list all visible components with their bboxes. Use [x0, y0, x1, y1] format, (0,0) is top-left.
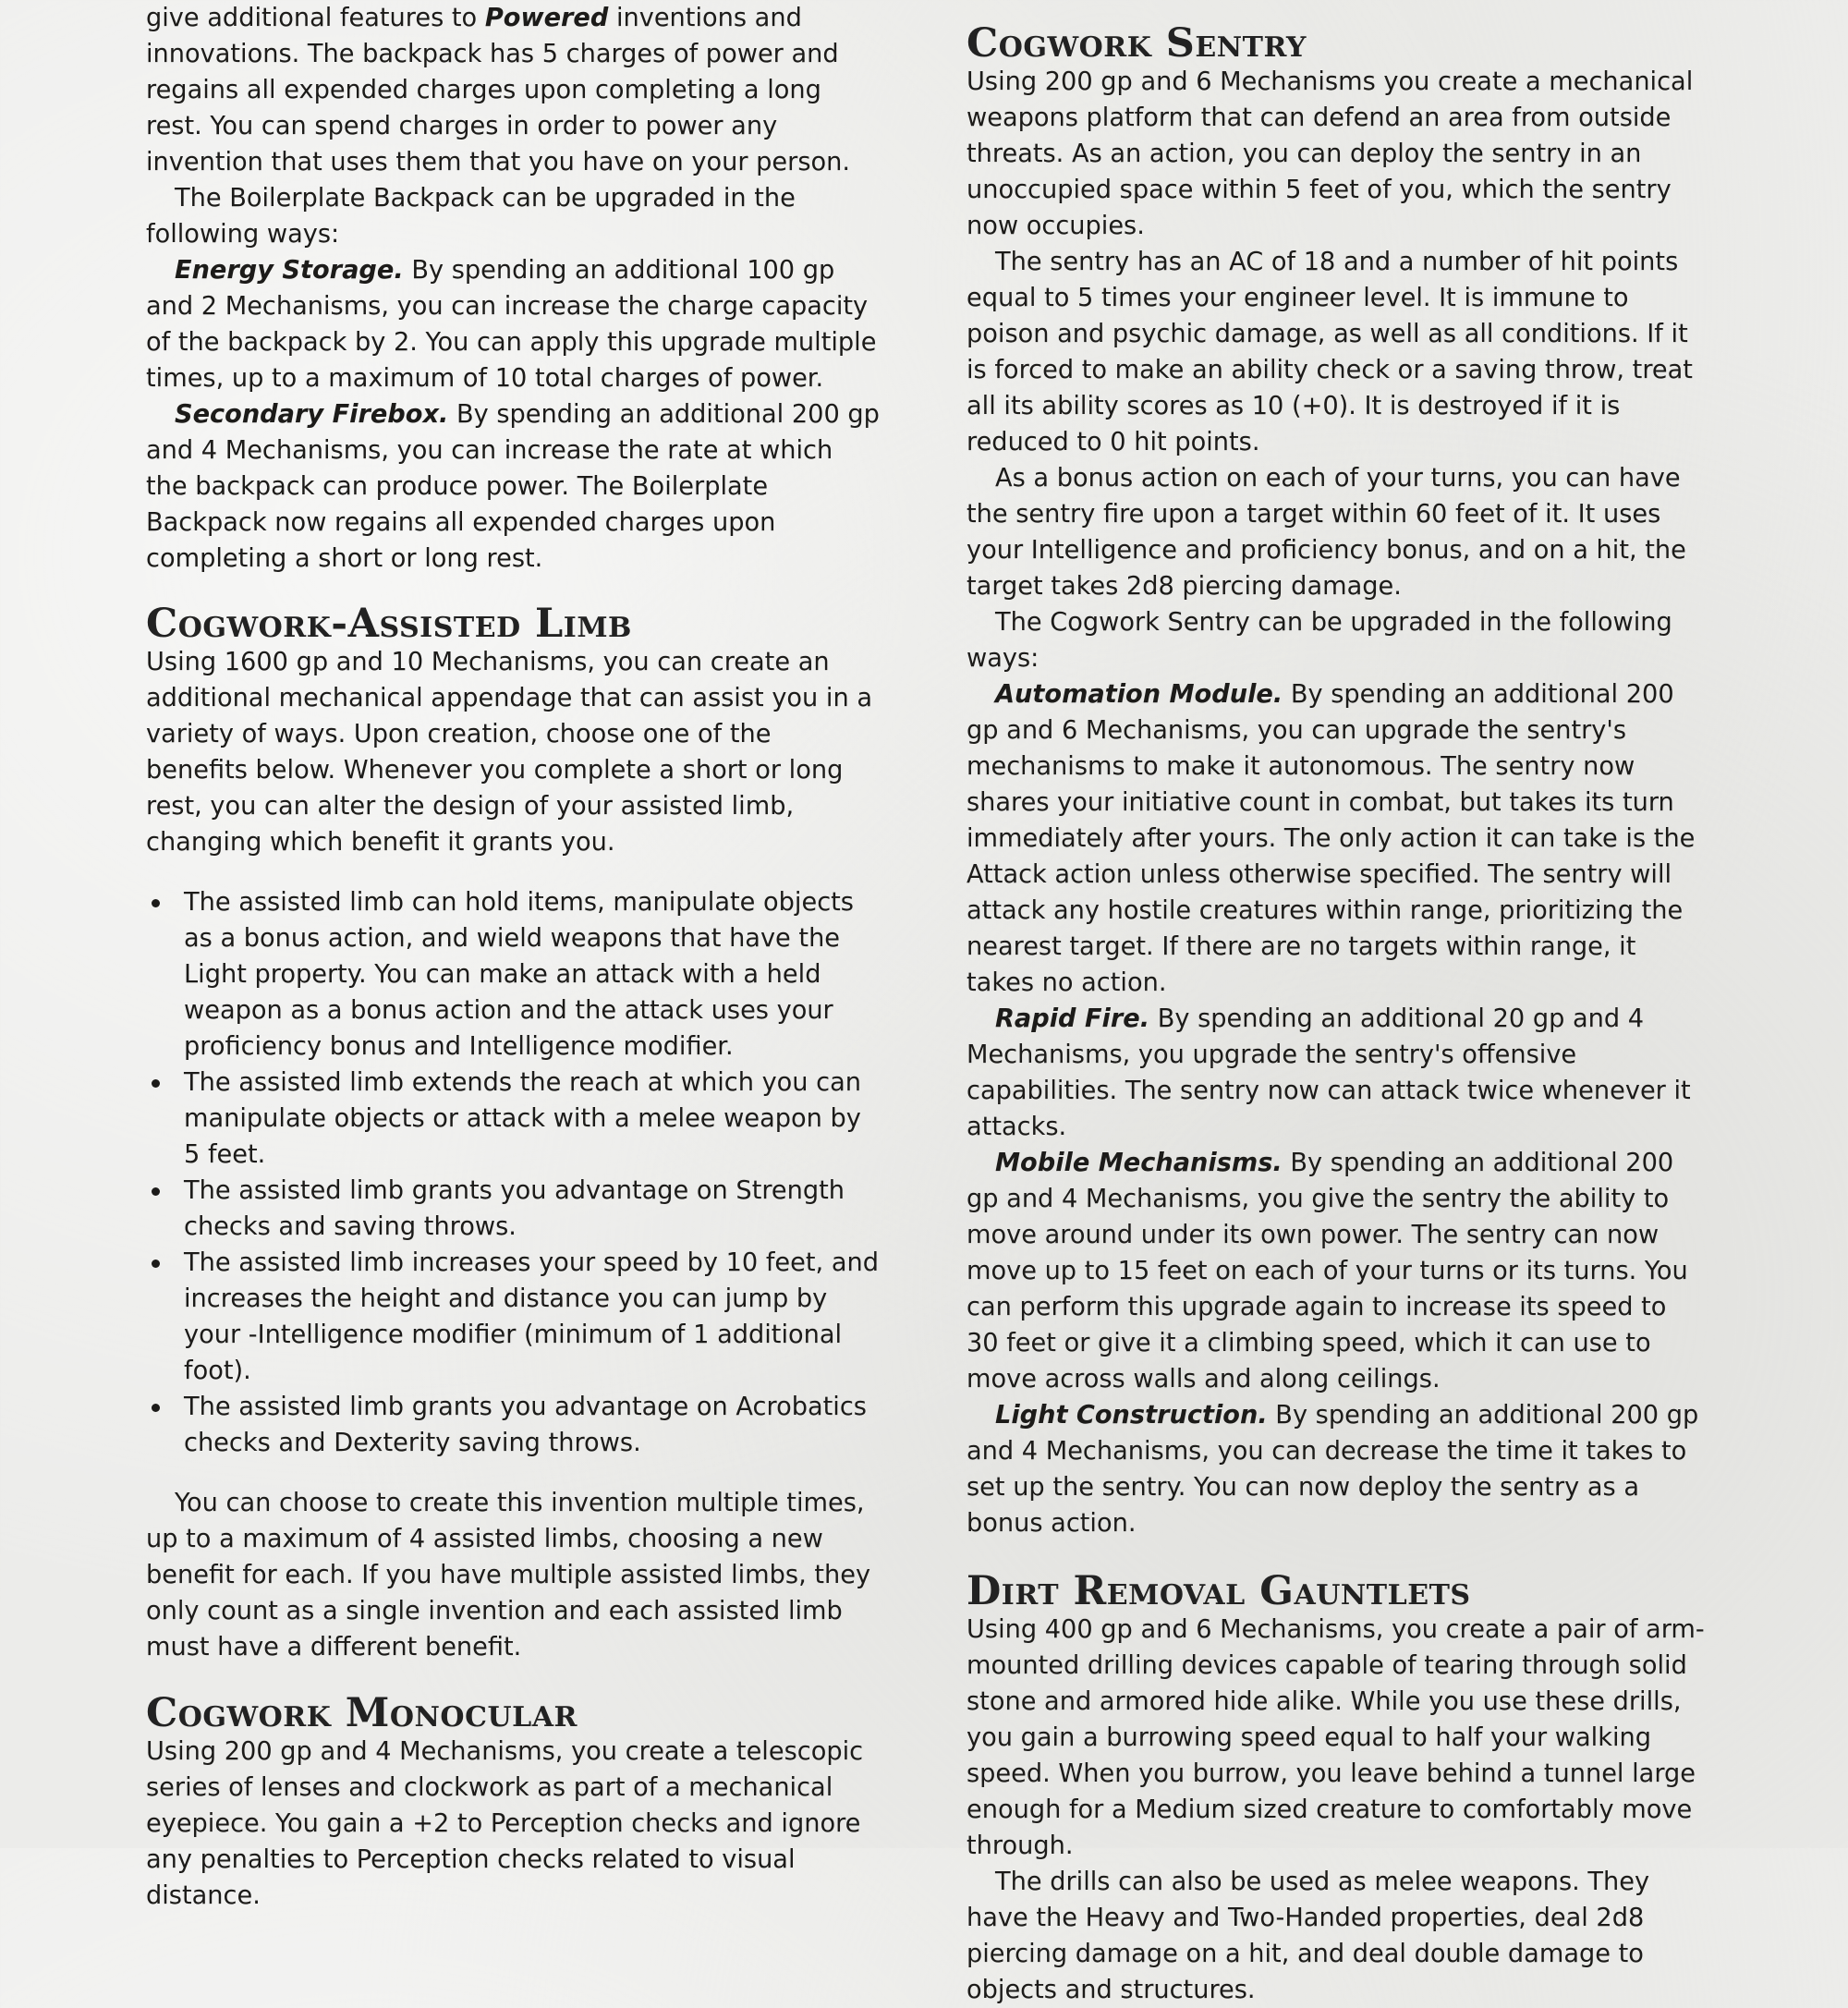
section-title-monocular: Cogwork Monocular — [146, 1690, 578, 1736]
limb-outro-paragraph: You can choose to create this invention multiple times, up to a maximum of 4 assisted limbs, choosing a new benefit for each. If you have multiple assisted limbs, they only count as a single invention and each assisted limb must have a different benefit. — [146, 1489, 871, 1661]
upgrade-light-construction — [967, 1397, 1706, 1541]
upgrade-rapid-fire — [967, 1001, 1706, 1145]
upgrade-automation-module — [967, 676, 1706, 1001]
upgrade-text: By spending an additional 200 gp and 6 Mechanisms, you can upgrade the sentry's mechanisms to make it autonomous. The sentry now shares your initiative count in combat, but takes its turn immediately after yours. The only action it can take is the Attack action unless otherwise specified. The sentry will attack any hostile creatures within range, prioritizing the nearest target. If there are no targets within range, it takes no action. — [967, 680, 1696, 997]
limb-intro-paragraph: Using 1600 gp and 10 Mechanisms, you can create an additional mechanical appendage that can assist you in a variety of ways. Upon creation, choose one of the benefits below. Whenever you complete a short or long rest, you can alter the design of your assisted limb, changing which benefit it grants you. — [146, 648, 873, 857]
upgrade-name: Automation Module. — [995, 680, 1283, 709]
gauntlets-paragraph: Using 400 gp and 6 Mechanisms, you create a pair of arm-mounted drilling devices capable of tearing through solid stone and armored hide alike. While you use these drills, you gain a burrowing speed equal to half your walking speed. When you burrow, you leave behind a tunnel large enough for a Medium sized creature to comfortably move through. — [967, 1615, 1705, 1860]
section-title-limb: Cogwork-Assisted Limb — [146, 601, 632, 647]
sentry-paragraph: The sentry has an AC of 18 and a number of hit points equal to 5 times your engineer level. It is immune to poison and psychic damage, as well as all conditions. If it is forced to make an ability check or a saving throw, treat all its ability scores as 10 (+0). It is destroyed if it is reduced to 0 hit points. — [967, 248, 1693, 456]
right-column — [967, 20, 1706, 2008]
upgrade-name: Energy Storage. — [175, 256, 404, 285]
backpack-intro-paragraph — [146, 0, 881, 180]
monocular-paragraph: Using 200 gp and 4 Mechanisms, you create a telescopic series of lenses and clockwork as part of a mechanical eyepiece. You gain a +2 to Perception checks and ignore any penalties to Perception checks related to visual distance. — [146, 1737, 864, 1910]
upgrade-name: Mobile Mechanisms. — [995, 1149, 1283, 1177]
list-item: The assisted limb increases your speed by 10 feet, and increases the height and distance you can jump by your -Intelligence modifier (minimum of 1 additional foot). — [146, 1245, 881, 1389]
upgrade-name: Light Construction. — [995, 1401, 1268, 1430]
upgrade-text: By spending an additional 20 gp and 4 Mechanisms, you upgrade the sentry's offensive capabilities. The sentry now can attack twice whenever it attacks. — [967, 1004, 1691, 1141]
list-item: The assisted limb can hold items, manipulate objects as a bonus action, and wield weapons that have the Light property. You can make an attack with a held weapon as a bonus action and the attack uses your proficiency bonus and Intelligence modifier. — [146, 884, 881, 1065]
sentry-paragraph: Using 200 gp and 6 Mechanisms you create a mechanical weapons platform that can defend an area from outside threats. As an action, you can deploy the sentry in an unoccupied space within 5 feet of you, which the sentry now occupies. — [967, 67, 1694, 240]
intro-lead-text: give additional features to — [146, 4, 485, 32]
left-column — [146, 0, 881, 1914]
upgrade-text: By spending an additional 200 gp and 4 Mechanisms, you give the sentry the ability to move around under its own power. The sentry can now move up to 15 feet on each of your turns or its turns. You can perform this upgrade again to increase its speed to 30 feet or give it a climbing speed, which it can use to move across walls and along ceilings. — [967, 1149, 1688, 1393]
upgrade-text: By spending an additional 200 gp and 4 Mechanisms, you can increase the rate at which the backpack can produce power. The Boilerplate Backpack now regains all expended charges upon completing a short or long rest. — [146, 400, 880, 573]
gauntlets-paragraph: The drills can also be used as melee weapons. They have the Heavy and Two-Handed properties, deal 2d8 piercing damage on a hit, and deal double damage to objects and structures. — [967, 1868, 1650, 2004]
section-title-sentry: Cogwork Sentry — [967, 20, 1307, 67]
list-item: The assisted limb grants you advantage on Acrobatics checks and Dexterity saving throws. — [146, 1389, 881, 1461]
list-item: The assisted limb grants you advantage on Strength checks and saving throws. — [146, 1173, 881, 1245]
upgrade-name: Secondary Firebox. — [175, 400, 449, 429]
sentry-paragraph: As a bonus action on each of your turns, you can have the sentry fire upon a target within 60 feet of it. It uses your Intelligence and proficiency bonus, and on a hit, the target takes 2d8 piercing damage. — [967, 464, 1686, 601]
list-item: The assisted limb extends the reach at which you can manipulate objects or attack with a melee weapon by 5 feet. — [146, 1065, 881, 1173]
powered-term: Powered — [484, 4, 609, 32]
sentry-upgrade-intro: The Cogwork Sentry can be upgraded in the following ways: — [967, 608, 1672, 673]
upgrade-name: Rapid Fire. — [995, 1004, 1150, 1033]
section-title-gauntlets: Dirt Removal Gauntlets — [967, 1568, 1471, 1614]
upgrade-mobile-mechanisms — [967, 1145, 1706, 1397]
backpack-upgrade-intro: The Boilerplate Backpack can be upgraded in the following ways: — [146, 184, 796, 249]
upgrade-text: By spending an additional 200 gp and 4 Mechanisms, you can decrease the time it takes to set up the sentry. You can now deploy the sentry as a bonus action. — [967, 1401, 1699, 1538]
intro-tail-text: inventions and innovations. The backpack has 5 charges of power and regains all expended charges upon completing a long rest. You can spend charges in order to power any invention that uses them that you have on your person. — [146, 4, 850, 176]
upgrade-secondary-firebox — [146, 396, 881, 577]
upgrade-energy-storage — [146, 252, 881, 396]
upgrade-text: By spending an additional 100 gp and 2 Mechanisms, you can increase the charge capacity of the backpack by 2. You can apply this upgrade multiple times, up to a maximum of 10 total charges of power. — [146, 256, 877, 393]
limb-benefit-list — [146, 884, 881, 1461]
